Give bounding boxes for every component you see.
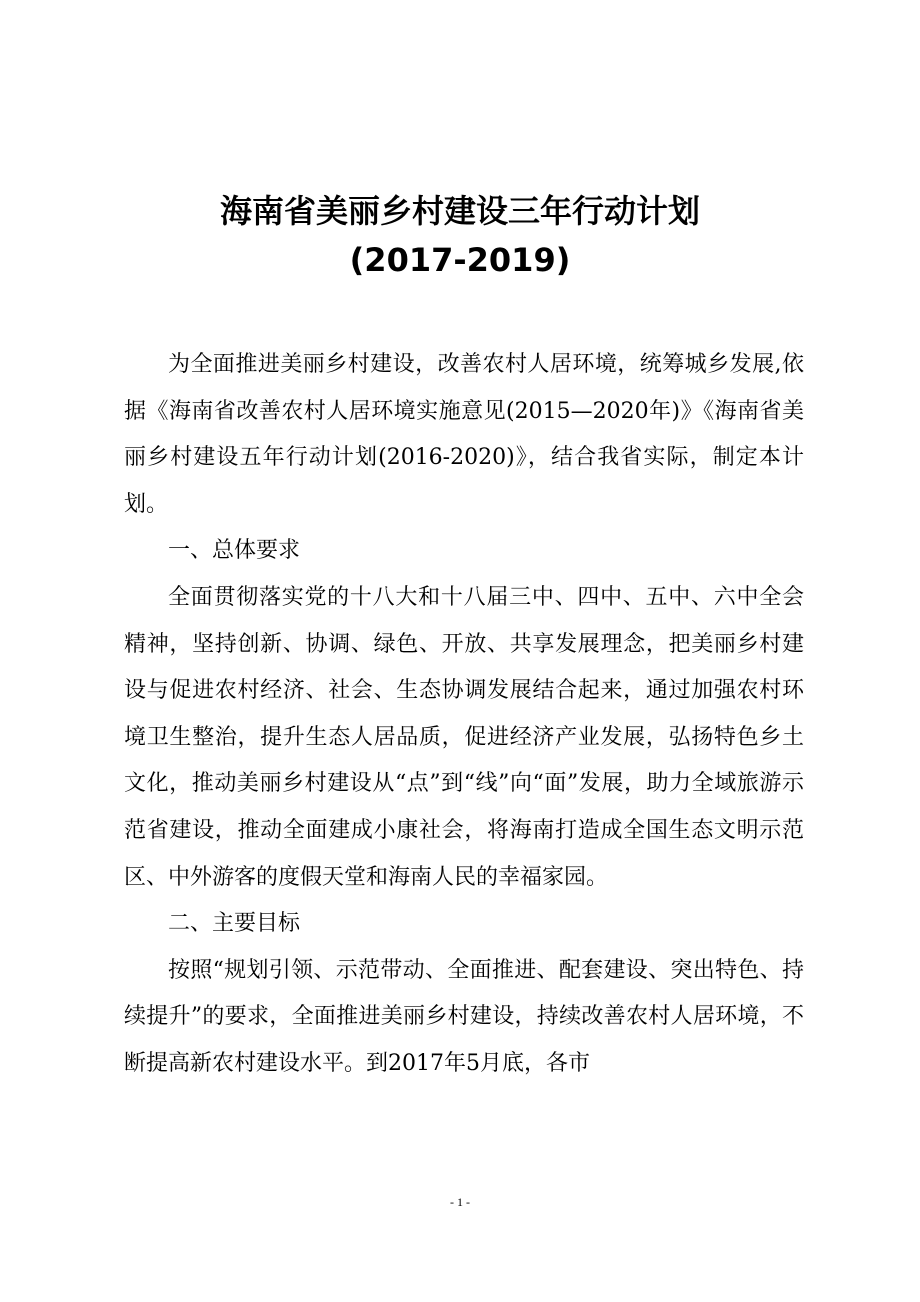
document-body (124, 342, 804, 1088)
document-title: 海南省美丽乡村建设三年行动计划 (219, 192, 700, 230)
paragraph-general-requirements: 全面贯彻落实党的十八大和十八届三中、四中、五中、六中全会精神，坚持创新、协调、绿色、开放、共享发展理念，把美丽乡村建设与促进农村经济、社会、生态协调发展结合起来，通过加强农村环境卫生整治，提升生态人居品质，促进经济产业发展，弘扬特色乡土文化，推动美丽乡村建设从“点”到“线”向“面”发展，助力全域旅游示范省建设，推动全面建成小康社会，将海南打造成全国生态文明示范区、中外游客的度假天堂和海南人民的幸福家园。 (124, 584, 804, 890)
section-heading-general-requirements: 一、总体要求 (168, 538, 301, 564)
section-heading-main-goals: 二、主要目标 (168, 911, 301, 937)
paragraph-main-goals: 按照“规划引领、示范带动、全面推进、配套建设、突出特色、持续提升”的要求，全面推进美丽乡村建设，持续改善农村人居环境，不断提高新农村建设水平。到2017年5月底，各市 (124, 957, 804, 1076)
document-subtitle-years: (2017-2019) (349, 241, 571, 279)
paragraph-intro: 为全面推进美丽乡村建设，改善农村人居环境，统筹城乡发展,依据《海南省改善农村人居环境实施意见(2015—2020年)》《海南省美丽乡村建设五年行动计划(2016-2020)》，结合我省实际，制定本计划。 (124, 352, 804, 517)
page-number: - 1 - (450, 1195, 470, 1209)
